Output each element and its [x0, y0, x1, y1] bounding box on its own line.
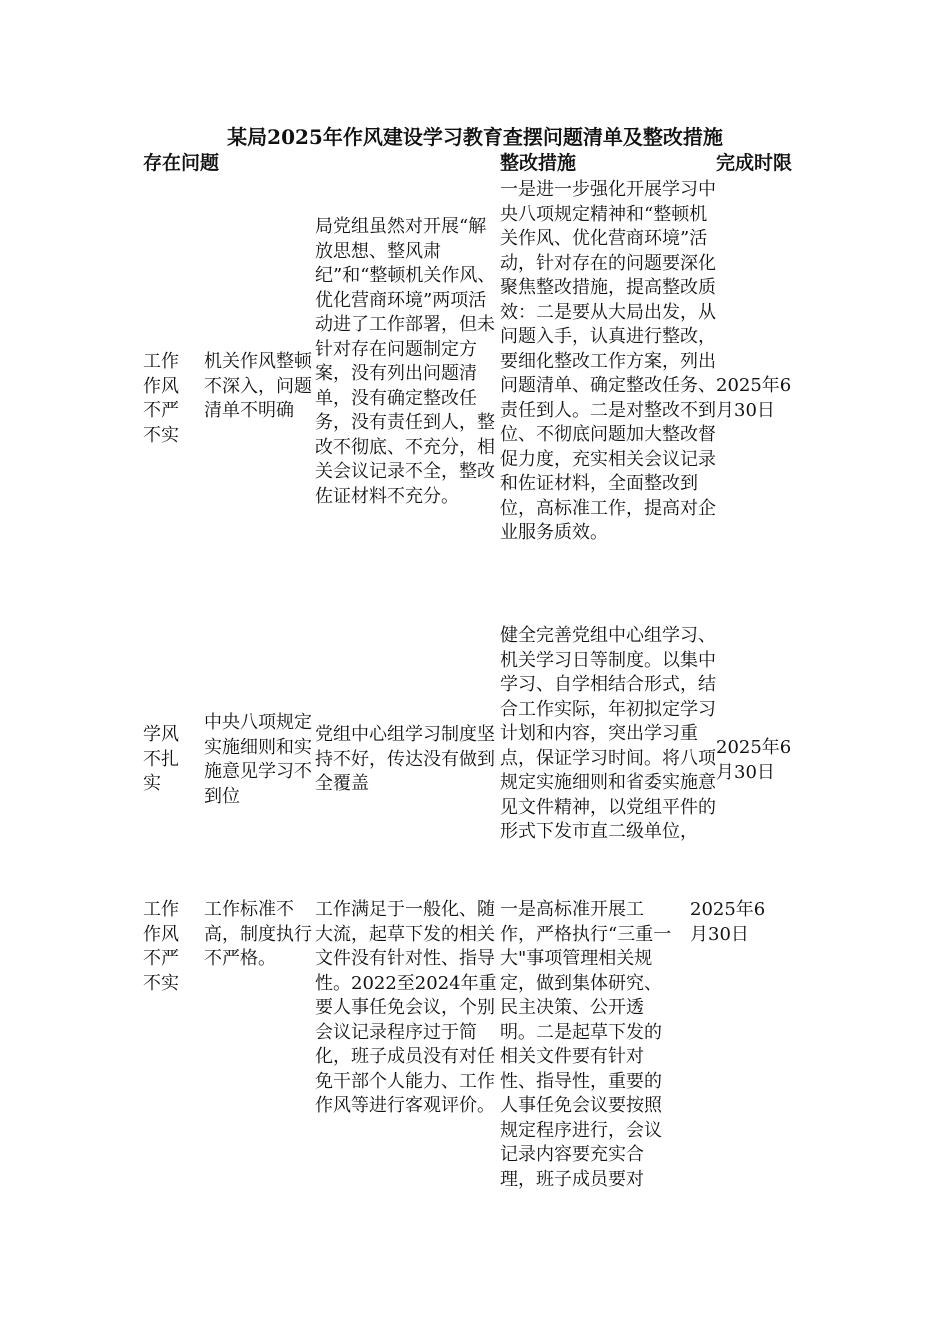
row-3-description: 工作满足于一般化、随大流，起草下发的相关文件没有针对性、指导性。2022至2024年重要人事任免会议，个别会议记录程序过于简化，班子成员没有对任免干部个人能力、工作作风等进行客观评价。 [315, 899, 497, 1116]
page-title: 某局2025年作风建设学习教育查摆问题清单及整改措施 [227, 125, 723, 149]
row-1-deadline: 2025年6月30日 [716, 375, 792, 421]
header-issue: 存在问题 [143, 152, 220, 174]
row-3-problem: 工作标准不高，制度执行不严格。 [204, 899, 312, 969]
row-1-measures: 一是进一步强化开展学习中央八项规定精神和“整顿机关作风、优化营商环境”活动，针对存在的问题要深化聚焦整改措施，提高整改质效：二是要从大局出发，从问题入手，认真进行整改，要细化整改工作方案，列出问题清单、确定整改任务、责任到人。二是对整改不到位、不彻底问题加大整改督促力度，充实相关会议记录和佐证材料，全面整改到位，高标准工作，提高对企业服务质效。 [500, 179, 716, 543]
row-3-measures: 一是高标准开展工作，严格执行“三重一大"事项管理相关规定，做到集体研究、民主决策、公开透明。二是起草下发的相关文件要有针对性、指导性，重要的人事任免会议要按照规定程序进行，会议记录内容要充实合理，班子成员要对 [500, 899, 672, 1190]
row-2-category: 学风不扎实 [143, 724, 179, 794]
row-1-category: 工作作风不严不实 [143, 351, 179, 446]
row-3-category: 工作作风不严不实 [143, 899, 179, 994]
header-deadline: 完成时限 [716, 152, 793, 174]
row-2-measures: 健全完善党组中心组学习、机关学习日等制度。以集中学习、自学相结合形式，结合工作实际，年初拟定学习计划和内容，突出学习重点，保证学习时间。将八项规定实施细则和省委实施意见文件精神，以党组平件的形式下发市直二级单位， [500, 625, 716, 842]
row-2-problem: 中央八项规定实施细则和实施意见学习不到位 [204, 712, 312, 807]
row-3-deadline: 2025年6月30日 [690, 899, 766, 945]
row-2-description: 党组中心组学习制度坚持不好，传达没有做到全覆盖 [315, 724, 495, 794]
row-2-deadline: 2025年6月30日 [716, 737, 792, 783]
row-1-description: 局党组虽然对开展“解放思想、整风肃纪”和“整顿机关作风、优化营商环境”两项活动进了工作部署，但未针对存在问题制定方案，没有列出问题清单，没有确定整改任务，没有责任到人，整改不彻底、不充分，相关会议记录不全，整改佐证材料不充分。 [315, 216, 496, 507]
header-measures: 整改措施 [500, 152, 577, 174]
row-1-problem: 机关作风整顿不深入，问题清单不明确 [204, 351, 312, 421]
